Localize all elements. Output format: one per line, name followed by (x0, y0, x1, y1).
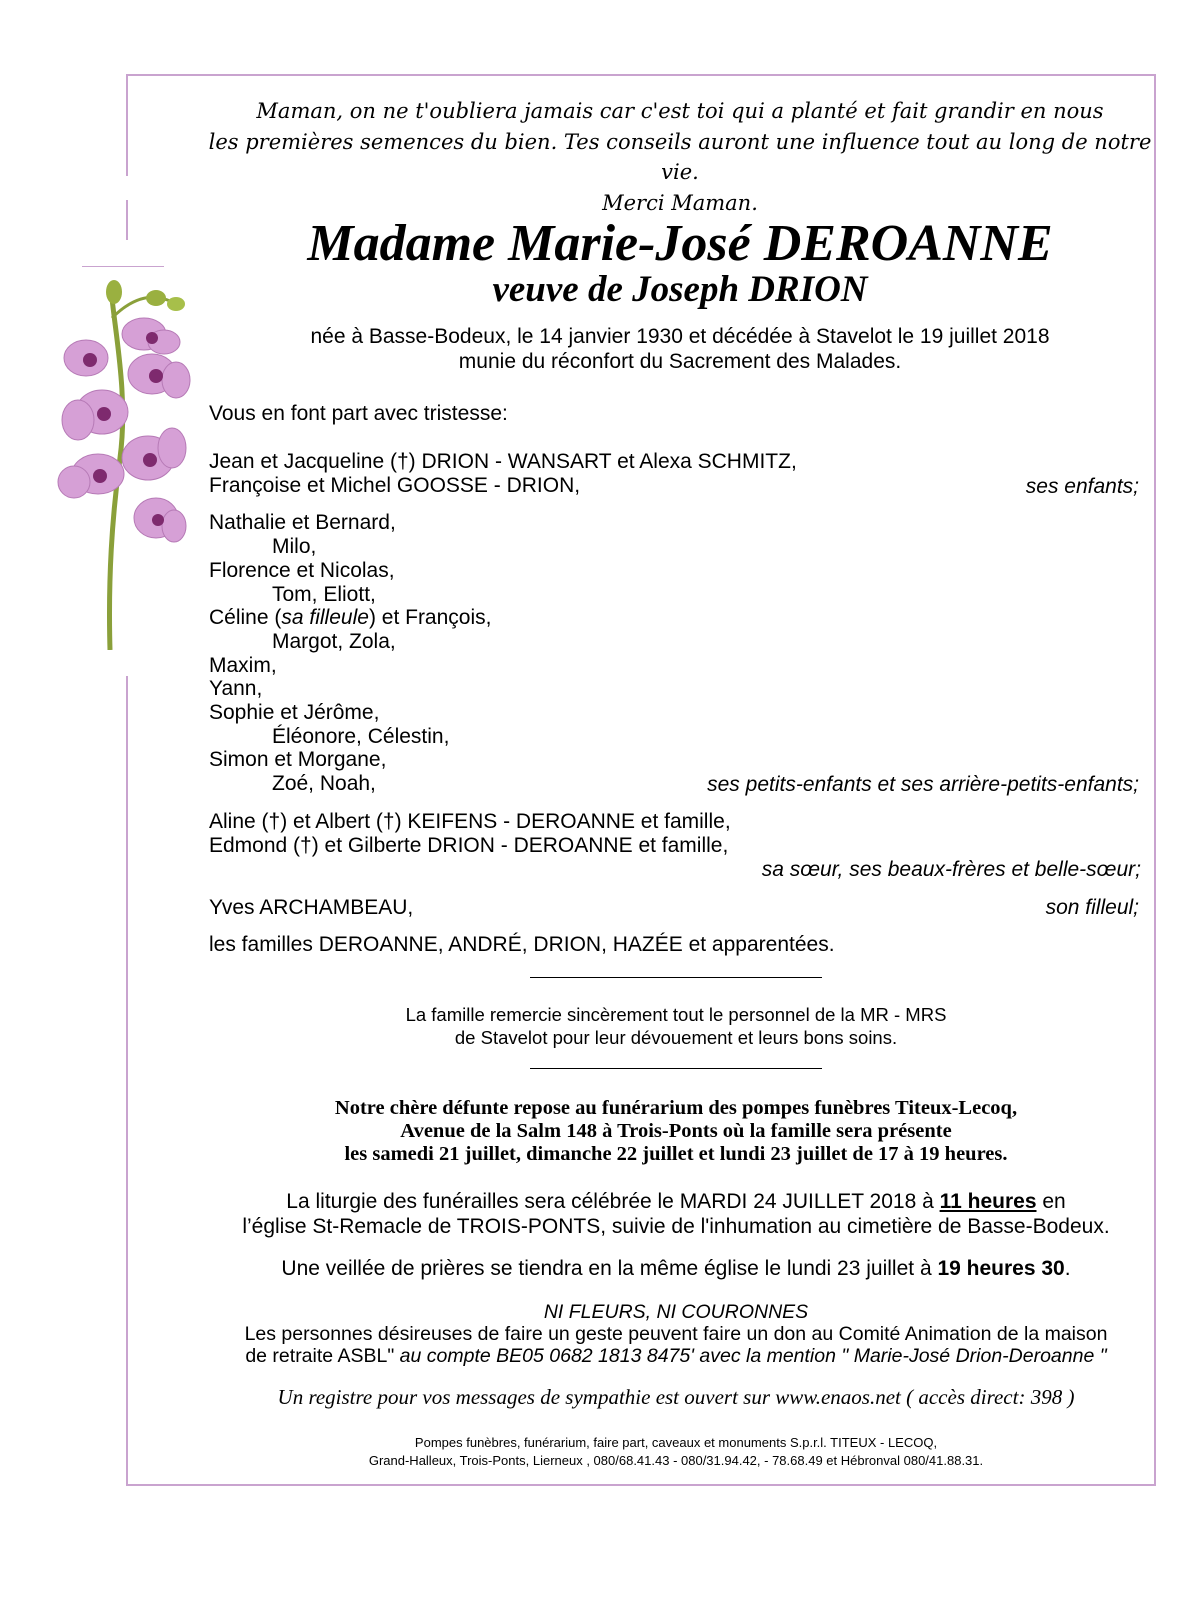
grandchild-line: Milo, (272, 535, 317, 558)
liturgy-info (200, 1189, 1152, 1239)
donation-line (200, 1345, 1152, 1367)
repose-line: Notre chère défunte repose au funérarium des pompes funèbres Titeux-Lecoq, (334, 1097, 1018, 1119)
quote-line: Merci Maman. (602, 190, 758, 215)
grandchild-line: Sophie et Jérôme, (209, 701, 380, 724)
grandchild-line: Zoé, Noah, (272, 772, 376, 795)
intro-text: Vous en font part avec tristesse: (209, 402, 508, 425)
relation-label: ses petits-enfants et ses arrière-petits-enfants; (707, 773, 1139, 796)
liturgy-text: La liturgie des funérailles sera célébrée le MARDI 24 JUILLET 2018 à (286, 1190, 940, 1213)
widow-of: veuve de Joseph DRION (492, 269, 868, 310)
birth-death-info (200, 324, 1160, 374)
grandchild-text: ) et François, (368, 606, 492, 629)
sacrament-line: munie du réconfort du Sacrement des Malades. (458, 350, 902, 373)
donation-line: Les personnes désireuses de faire un geste peuvent faire un don au Comité Animation de la maison (244, 1323, 1108, 1345)
quote-line: Maman, on ne t'oubliera jamais car c'est toi qui a planté et fait grandir en nous (256, 99, 1104, 123)
relation-label: ses enfants; (1025, 475, 1139, 498)
grandchild-line: Simon et Morgane, (209, 748, 387, 771)
grandchild-line: Maxim, (209, 654, 277, 677)
footer-line: Pompes funèbres, funérarium, faire part, caveaux et monuments S.p.r.l. TITEUX - LECOQ, (414, 1435, 938, 1450)
children-line: Françoise et Michel GOOSSE - DRION, (209, 474, 581, 497)
donation-text: de retraite ASBL" (245, 1345, 400, 1367)
repose-line: Avenue de la Salm 148 à Trois-Ponts où la famille sera présente (400, 1120, 952, 1142)
grandchild-text: Céline ( (209, 606, 282, 629)
footer-line: Grand-Halleux, Trois-Ponts, Lierneux , 080/68.41.43 - 080/31.94.42, - 78.68.49 et Hébronval 080/41.88.31. (368, 1453, 984, 1468)
liturgy-line: l’église St-Remacle de TROIS-PONTS, suivie de l'inhumation au cimetière de Basse-Bodeux. (242, 1215, 1110, 1238)
grandchild-line: Yann, (209, 677, 263, 700)
cross-bar (82, 266, 164, 267)
divider (530, 977, 822, 978)
godson-line: Yves ARCHAMBEAU, (209, 896, 414, 919)
sibling-line: Edmond (†) et Gilberte DRION - DEROANNE et famille, (209, 834, 729, 857)
birth-line: née à Basse-Bodeux, le 14 janvier 1930 et décédée à Stavelot le 19 juillet 2018 (310, 325, 1050, 348)
flowers-notice (200, 1301, 1152, 1367)
repose-info (200, 1097, 1152, 1166)
donation-account: au compte BE05 0682 1813 8475' avec la mention " Marie-José Drion-Deroanne " (399, 1345, 1107, 1367)
grandchild-line (209, 606, 491, 630)
thanks-text (200, 1003, 1152, 1049)
grandchild-line: Nathalie et Bernard, (209, 511, 396, 534)
sibling-line: Aline (†) et Albert (†) KEIFENS - DEROANNE et famille, (209, 810, 731, 833)
repose-line: les samedi 21 juillet, dimanche 22 juillet et lundi 23 juillet de 17 à 19 heures. (344, 1143, 1008, 1165)
vigil-info (200, 1257, 1152, 1281)
quote-line: les premières semences du bien. Tes conseils auront une influence tout au long de notre vie. (208, 129, 1152, 184)
children-line: Jean et Jacqueline (†) DRION - WANSART et Alexa SCHMITZ, (209, 450, 797, 473)
families-line: les familles DEROANNE, ANDRÉ, DRION, HAZÉE et apparentées. (209, 933, 835, 956)
registry-note: Un registre pour vos messages de sympathie est ouvert sur www.enaos.net ( accès direct: 398 ) (277, 1385, 1075, 1409)
deceased-name: Madame Marie-José DEROANNE (307, 215, 1053, 272)
thanks-line: de Stavelot pour leur dévouement et leurs bons soins. (454, 1027, 898, 1048)
liturgy-line (200, 1189, 1152, 1214)
vigil-time: 19 heures 30 (937, 1257, 1065, 1280)
flowers-title: NI FLEURS, NI COURONNES (543, 1301, 809, 1323)
orchid-icon (52, 278, 192, 650)
vigil-text: Une veillée de prières se tiendra en la même église le lundi 23 juillet à (281, 1257, 938, 1280)
grandchild-line: Éléonore, Célestin, (272, 725, 450, 748)
liturgy-time: 11 heures (939, 1190, 1037, 1213)
cross-line (126, 200, 128, 240)
grandchild-line: Margot, Zola, (272, 630, 396, 653)
funeral-home-footer (200, 1434, 1152, 1470)
thanks-line: La famille remercie sincèrement tout le personnel de la MR - MRS (405, 1004, 947, 1025)
vigil-text: . (1064, 1257, 1071, 1280)
relation-label: son filleul; (1045, 896, 1139, 919)
grandchild-line: Tom, Eliott, (272, 583, 376, 606)
grandchild-line: Florence et Nicolas, (209, 559, 395, 582)
godchild-note: sa filleule (281, 606, 369, 629)
liturgy-text: en (1036, 1190, 1066, 1213)
relation-label: sa sœur, ses beaux-frères et belle-sœur; (761, 858, 1141, 881)
divider (530, 1068, 822, 1069)
dedication-quote (200, 96, 1160, 218)
